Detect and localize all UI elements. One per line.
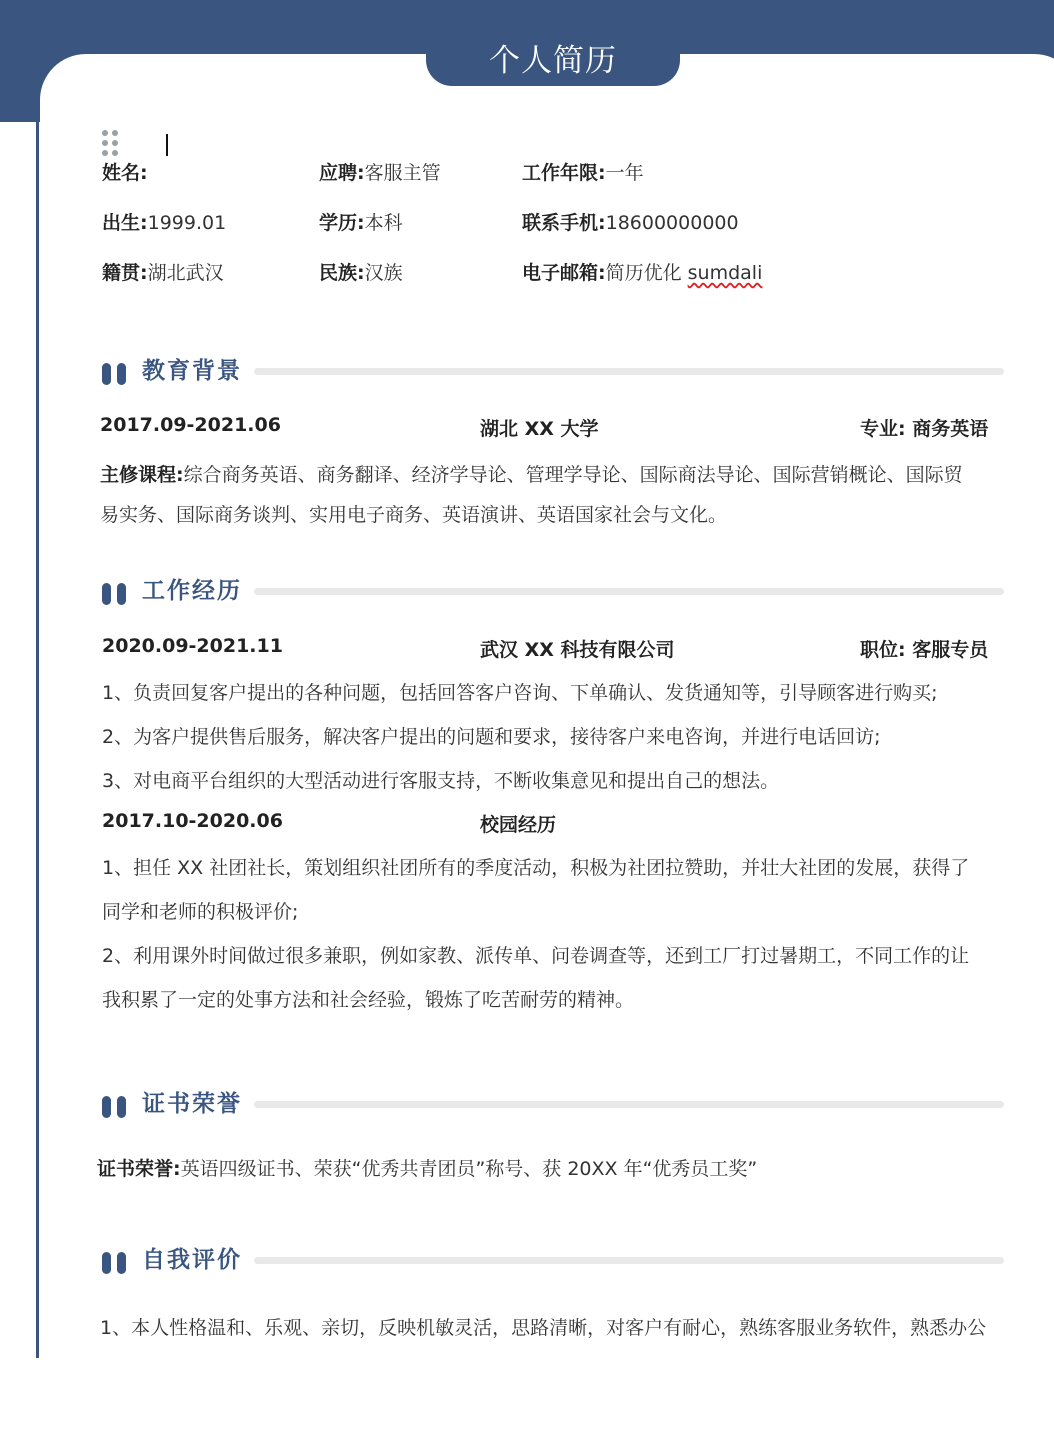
section-marker-icon (102, 583, 111, 605)
drag-handle-icon[interactable] (102, 130, 120, 160)
section-self (102, 1243, 1004, 1277)
email-value-a: 简历优化 (605, 262, 688, 284)
info-edu[interactable] (319, 211, 403, 235)
apply-value: 客服主管 (364, 162, 441, 184)
job1-item[interactable]: 3、对电商平台组织的大型活动进行客服支持，不断收集意见和提出自己的想法。 (102, 770, 780, 792)
section-marker-icon (117, 1252, 126, 1274)
origin-label: 籍贯: (102, 262, 148, 284)
info-ethnic[interactable] (319, 261, 403, 285)
info-years[interactable] (522, 161, 644, 185)
info-apply[interactable] (319, 161, 441, 185)
courses-label: 主修课程: (100, 464, 184, 486)
job2-item[interactable]: 同学和老师的积极评价; (102, 901, 299, 923)
section-education (102, 354, 1004, 388)
section-rule (254, 588, 1004, 595)
section-title: 自我评价 (142, 1247, 242, 1273)
section-title: 工作经历 (142, 578, 242, 604)
courses-line-2[interactable]: 易实务、国际商务谈判、实用电子商务、英语演讲、英语国家社会与文化。 (100, 504, 728, 526)
info-birth[interactable] (102, 211, 226, 235)
job2-item[interactable]: 2、利用课外时间做过很多兼职，例如家教、派传单、问卷调查等，还到工厂打过暑期工，不同工作的让 (102, 945, 970, 967)
job2-period: 2017.10-2020.06 (102, 810, 283, 832)
section-rule (254, 368, 1004, 375)
ethnic-value: 汉族 (364, 262, 403, 284)
job1-item[interactable]: 2、为客户提供售后服务，解决客户提出的问题和要求，接待客户来电咨询，并进行电话回访; (102, 726, 881, 748)
section-marker-icon (102, 363, 111, 385)
years-label: 工作年限: (522, 162, 606, 184)
courses-line-1: 综合商务英语、商务翻译、经济学导论、管理学导论、国际商法导论、国际营销概论、国际贸 (183, 464, 963, 486)
info-phone[interactable] (522, 211, 739, 235)
resume-title: 个人简历 (426, 38, 680, 86)
job1-company: 武汉 XX 科技有限公司 (480, 639, 675, 661)
info-origin[interactable] (102, 261, 224, 285)
origin-value: 湖北武汉 (147, 262, 224, 284)
self-line-1[interactable]: 1、本人性格温和、乐观、亲切，反映机敏灵活，思路清晰，对客户有耐心，熟练客服业务软件，熟悉办公 (100, 1317, 987, 1339)
text-cursor (166, 134, 168, 156)
section-marker-icon (117, 1096, 126, 1118)
edu-courses[interactable] (100, 460, 963, 487)
certs-text[interactable] (97, 1154, 757, 1181)
edu-period: 2017.09-2021.06 (100, 414, 281, 436)
section-marker-icon (102, 1096, 111, 1118)
job1-item[interactable]: 1、负责回复客户提出的各种问题，包括回答客户咨询、下单确认、发货通知等，引导顾客进行购买; (102, 682, 938, 704)
job2-item[interactable]: 1、担任 XX 社团社长，策划组织社团所有的季度活动，积极为社团拉赞助，并壮大社团的发展，获得了 (102, 857, 970, 879)
birth-value: 1999.01 (147, 212, 227, 234)
certs-value: 英语四级证书、荣获“优秀共青团员”称号、获 20XX 年“优秀员工奖” (180, 1158, 758, 1180)
edu-label: 学历: (319, 212, 365, 234)
section-work (102, 574, 1004, 608)
phone-value: 18600000000 (605, 212, 739, 234)
email-label: 电子邮箱: (522, 262, 606, 284)
job2-item[interactable]: 我积累了一定的处事方法和社会经验，锻炼了吃苦耐劳的精神。 (102, 989, 635, 1011)
name-label: 姓名: (102, 162, 148, 184)
section-marker-icon (117, 583, 126, 605)
section-marker-icon (102, 1252, 111, 1274)
section-title: 教育背景 (142, 358, 242, 384)
email-value-b: sumdali (687, 262, 763, 284)
section-certs (102, 1087, 1004, 1121)
edu-school: 湖北 XX 大学 (480, 418, 599, 440)
section-marker-icon (117, 363, 126, 385)
left-accent-line (36, 118, 39, 1358)
job2-title: 校园经历 (480, 814, 557, 836)
birth-label: 出生: (102, 212, 148, 234)
section-rule (254, 1257, 1004, 1264)
apply-label: 应聘: (319, 162, 365, 184)
info-name[interactable] (102, 161, 148, 185)
edu-value: 本科 (364, 212, 403, 234)
phone-label: 联系手机: (522, 212, 606, 234)
ethnic-label: 民族: (319, 262, 365, 284)
info-email[interactable] (522, 261, 762, 285)
certs-label: 证书荣誉: (97, 1158, 181, 1180)
section-rule (254, 1101, 1004, 1108)
edu-major: 专业: 商务英语 (860, 418, 989, 440)
section-title: 证书荣誉 (142, 1091, 242, 1117)
job1-period: 2020.09-2021.11 (102, 635, 283, 657)
years-value: 一年 (605, 162, 644, 184)
job1-position: 职位: 客服专员 (860, 639, 989, 661)
